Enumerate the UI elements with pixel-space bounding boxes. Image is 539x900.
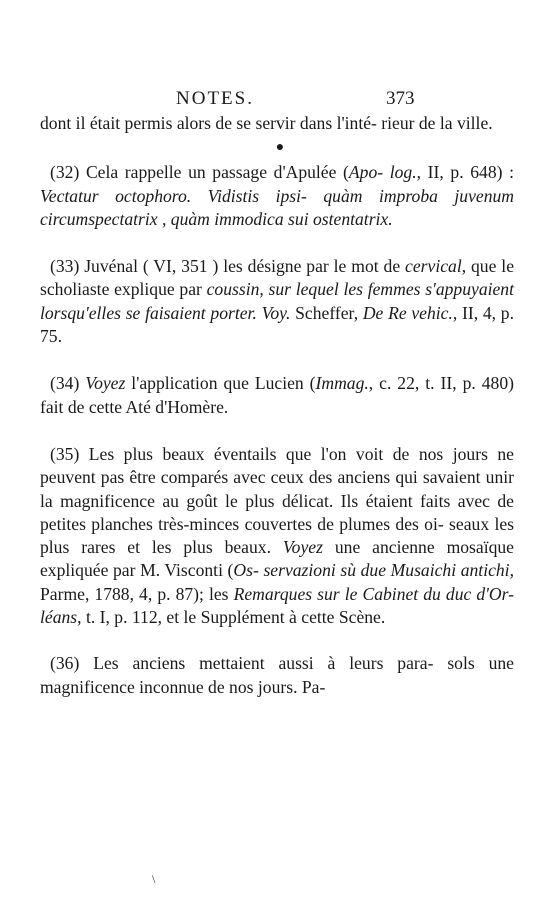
text-run: (32) Cela rappelle un passage d'Apulée ( [50,162,349,183]
note-36 [40,652,514,699]
spacer [40,419,514,443]
spacer [40,231,514,255]
italic-text: cervical [405,256,462,277]
text-run: Scheffer, [290,302,363,323]
text-run: (36) Les anciens mettaient aussi à leurs para- sols une magnificence inconnue de nos jours. Pa- [40,653,514,697]
text-run: , Parme, 1788, 4, p. 87); les [40,560,514,604]
italic-text: Apo- log. [348,162,417,183]
italic-text: Voyez [85,373,126,394]
text-run: (35) Les plus beaux éventails que l'on voit de nos jours ne peuvent pas être comparés avec ceux des anciens qui savaient unir la magnificence au goût le plus délicat. Ils étaient faits avec de petites planches très-minces couvertes de plumes des oi- seaux les plus rares et les plus beaux. [40,443,514,558]
page-body [40,112,514,699]
note-31-continuation [40,112,514,135]
spacer [40,348,514,372]
page-header [0,88,539,114]
text-run: , c. 22, t. II, p. 480) fait de cette Até d'Homère. [40,373,514,417]
spacer [40,629,514,652]
ornament-mark: ● [275,140,285,156]
page-number: 373 [386,88,415,109]
text-run: , II, p. 648) : [416,162,514,183]
italic-text: Immag. [315,373,369,394]
note-33 [40,255,514,348]
note-35 [40,443,514,629]
running-title: NOTES. [176,88,254,109]
italic-text: De Re vehic. [362,302,453,323]
note-32 [40,161,514,231]
text-run: , que le scholiaste explique par [40,256,515,300]
bottom-mark: \ [152,872,156,886]
text-run: une ancienne mosaïque expliquée par M. Visconti ( [40,537,514,581]
text-run: l'application que Lucien ( [125,373,316,394]
italic-text: Vectatur octophoro. Vidistis ipsi- quàm improba juvenum circumspectatrix , quàm immodica sui ostentatrix. [40,185,514,229]
italic-text: Remarques sur le Cabinet du duc d'Or- léans [40,583,514,628]
text-run: , II, 4, p. 75. [40,302,514,347]
text-run: (34) [50,373,86,394]
italic-text: coussin, sur lequel les femmes s'appuyaient lorsqu'elles se faisaient porter. Voy. [40,279,514,323]
note-34 [40,372,514,419]
text-run: dont il était permis alors de se servir dans l'inté- rieur de la ville. [40,113,493,133]
italic-text: Os- servazioni sù due Musaichi antichi [233,560,510,581]
text-run: , t. I, p. 112, et le Supplément à cette Scène. [77,607,386,628]
italic-text: Voyez [282,537,323,558]
text-run: (33) Juvénal ( VI, 351 ) les désigne par le mot de [50,256,406,277]
